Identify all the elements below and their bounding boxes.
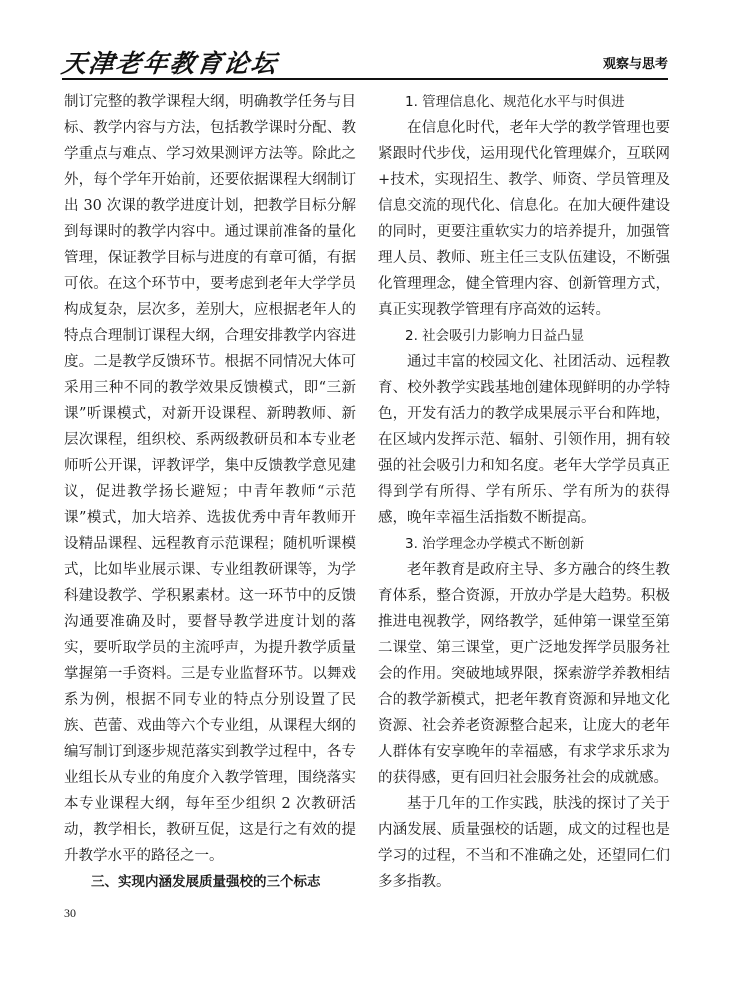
closing-paragraph: 基于几年的工作实践，肤浅的探讨了关于内涵发展、质量强校的话题，成文的过程也是学习的过程，不当和不准确之处，还望同仁们多多指教。: [378, 796, 670, 890]
subheading-3: 3. 治学理念办学模式不断创新: [405, 536, 585, 552]
right-column: [378, 89, 670, 895]
journal-logo: 天津老年教育论坛: [59, 49, 280, 78]
page-number: 30: [64, 906, 76, 920]
header-rule: [62, 78, 668, 80]
body-paragraph: 老年教育是政府主导、多方融合的终生教育体系，整合资源，开放办学是大趋势。积极推进电视教学，网络教学，延伸第一课堂至第二课堂、第三课堂，更广泛地发挥学员服务社会的作用。突破地域界限，探索游学养教相结合的教学新模式，把老年教育资源和异地文化资源、社会养老资源整合起来，让庞大的老年人群体有安享晚年的幸福感，有求学求乐求为的获得感，更有回归社会服务社会的成就感。: [378, 562, 670, 786]
subheading-2: 2. 社会吸引力影响力日益凸显: [405, 328, 585, 344]
body-paragraph: 在信息化时代，老年大学的教学管理也要紧跟时代步伐，运用现代化管理媒介，互联网+技术，实现招生、教学、师资、学员管理及信息交流的现代化、信息化。在加大硬件建设的同时，更要注重软实力的培养提升，加强管理人员、教师、班主任三支队伍建设，不断强化管理理念，健全管理内容、创新管理方式，真正实现教学管理有序高效的运转。: [378, 120, 670, 318]
section-heading: 三、实现内涵发展质量强校的三个标志: [91, 874, 321, 890]
section-label: 观察与思考: [602, 57, 668, 72]
subheading-1: 1. 管理信息化、规范化水平与时俱进: [405, 94, 625, 110]
body-paragraph: 通过丰富的校园文化、社团活动、远程教育、校外教学实践基地创建体现鲜明的办学特色，开发有活力的教学成果展示平台和阵地，在区域内发挥示范、辐射、引领作用，拥有较强的社会吸引力和知名度。老年大学学员真正得到学有所得、学有所乐、学有所为的获得感，晚年幸福生活指数不断提高。: [378, 354, 670, 526]
body-paragraph: 制订完整的教学课程大纲，明确教学任务与目标、教学内容与方法，包括教学课时分配、教学重点与难点、学习效果测评方法等。除此之外，每个学年开始前，还要依据课程大纲制订出 30 次课的教学进度计划，把教学目标分解到每课时的教学内容中。通过课前准备的量化管理，保证教学目标与进度的有章可循，有据可依。在这个环节中，要考虑到老年大学学员构成复杂，层次多，差别大，应根据老年人的特点合理制订课程大纲，合理安排教学内容进度。二是教学反馈环节。根据不同情况大体可采用三种不同的教学效果反馈模式，即“三新课”听课模式，对新开设课程、新聘教师、新层次课程，组织校、系两级教研员和本专业老师听公开课，评教评学，集中反馈教学意见建议，促进教学扬长避短；中青年教师“示范课”模式，加大培养、选拔优秀中青年教师开设精品课程、远程教育示范课程；随机听课模式，比如毕业展示课、专业组教研课等，为学科建设教学、学积累素材。这一环节中的反馈沟通要准确及时，要督导教学进度计划的落实，要听取学员的主流呼声，为提升教学质量掌握第一手资料。三是专业监督环节。以舞戏系为例，根据不同专业的特点分别设置了民族、芭蕾、戏曲等六个专业组，从课程大纲的编写制订到逐步规范落实到教学过程中，各专业组长从专业的角度介入教学管理，围绕落实本专业课程大纲，每年至少组织 2 次教研活动，教学相长，教研互促，这是行之有效的提升教学水平的路径之一。: [64, 94, 356, 864]
page-header: [59, 44, 668, 78]
left-column: [64, 89, 356, 895]
